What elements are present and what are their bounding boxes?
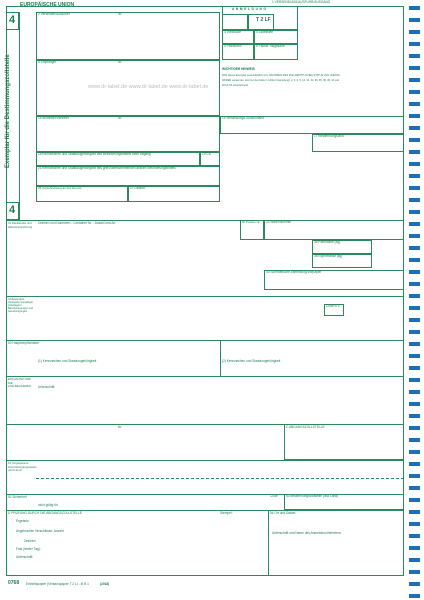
box-44-side-label: 44 Besondere Vermerke/ Vorgelegte Unterlagen/ Bescheinigungen und Genehmigungen	[8, 298, 33, 313]
margin-stripe	[409, 78, 420, 82]
box-40-label: 40 Summarische Anmeldung/Vorpapier	[266, 270, 322, 274]
box-18-label: 18 Kennzeichen und Staatszugehörigkeit des Beförderungsmittels beim Abgang	[38, 152, 151, 156]
copy-title-text: Exemplar für die Bestimmungszollstelle	[5, 54, 11, 168]
margin-stripe	[409, 354, 420, 358]
margin-stripe	[409, 402, 420, 406]
left-margin-line	[19, 12, 20, 220]
box-54-sig: Unterschrift und Name des Anmelders/Vertreters:	[272, 531, 342, 535]
box-35-label: 35 Rohmasse (kg)	[314, 240, 341, 244]
footer-text: Einheitspapier (Versandpapier T 2 L) - III B 1	[26, 582, 89, 586]
box-50-label: 50 Hauptverpflichteter	[8, 341, 40, 345]
box-d-marks: Zeichen:	[24, 539, 37, 543]
margin-stripe	[409, 558, 420, 562]
margin-stripe	[409, 210, 420, 214]
note-line-2: WAREN verwendet, sind nur die Felder 1 (dritte Unterteilung), 2, 3, 4, 5, 14, 31, 32, 33, 35, 38, 40, 44 und	[222, 79, 340, 82]
box-50-sig: Unterschrift:	[38, 385, 56, 389]
margin-stripe	[409, 510, 420, 514]
margin-stripe	[409, 114, 420, 118]
note-title: WICHTIGER HINWEIS	[222, 67, 255, 71]
box-c-label: C ABGANGSZOLLSTELLE	[286, 425, 325, 429]
row-50-divider	[220, 340, 221, 376]
anmeldung-label: A N M E L D U N G	[232, 7, 267, 11]
box-3-label: 3 Vordrucke	[224, 30, 242, 34]
box-38-label: 38 Eigenmasse (kg)	[314, 254, 343, 258]
box-19-label: 19 Ctr.	[202, 152, 212, 156]
margin-stripe	[409, 198, 420, 202]
row-50-top	[6, 340, 404, 341]
box-32-label: 32 Position Nr.	[242, 220, 261, 224]
side-ent-label: ENTHALTEN WIR DIE ZOLLBEHÖRDEN	[8, 377, 31, 389]
box-54-label: 54 Ort und Datum:	[270, 511, 297, 515]
note-line-3: 45 bis 54 entsprechend.	[222, 84, 249, 87]
margin-stripe	[409, 330, 420, 334]
margin-stripe	[409, 186, 420, 190]
box1-label: 1 VERSENDUNG/AUSFUHR/AUSGANG	[272, 0, 331, 4]
margin-stripe	[409, 150, 420, 154]
row-44-top	[6, 296, 404, 297]
row-c-nr: Nr.	[118, 425, 123, 429]
box-d-stamp: Stempel:	[220, 511, 233, 515]
box-6-label: 6 Packst. insgesamt	[256, 44, 285, 48]
box-52-notvalid: nicht gültig für	[38, 503, 58, 507]
margin-stripe	[409, 582, 420, 586]
margin-stripe	[409, 450, 420, 454]
margin-stripe	[409, 246, 420, 250]
box-52-label: 52 Sicherheit	[8, 495, 27, 499]
box-8-nr: Nr.	[118, 60, 123, 64]
box-44-code-label: Code B.V.	[326, 304, 341, 308]
copy-number-top: 4	[9, 14, 16, 26]
box-d-signature: Unterschrift:	[16, 555, 34, 559]
margin-stripe	[409, 54, 420, 58]
box-31-side-label: 31 Packstücke und Warenbezeichnung	[8, 221, 32, 229]
box-2[interactable]	[36, 12, 220, 60]
margin-stripe	[409, 222, 420, 226]
margin-stripe	[409, 318, 420, 322]
margin-stripe	[409, 306, 420, 310]
watermark: www.dr-label.de www.dr-label.de www.dr-label.de	[88, 84, 209, 90]
entry-1: (1) Kennzeichen und Staatszugehörigkeit	[38, 359, 97, 363]
margin-stripe	[409, 342, 420, 346]
margin-stripe	[409, 522, 420, 526]
margin-stripe	[409, 234, 420, 238]
margin-stripe	[409, 390, 420, 394]
margin-stripe	[409, 534, 420, 538]
union-title: EUROPÄISCHE UNION	[20, 2, 75, 8]
box-27-label: 27 Ladeort	[130, 186, 146, 190]
margin-stripe	[409, 126, 420, 130]
t2lf-code: T 2 LF	[256, 17, 271, 23]
box-d-result: Ergebnis:	[16, 519, 30, 523]
margin-stripe	[409, 378, 420, 382]
box-51-label: 51 Vorgesehene Grenzübergangsstellen (und Land)	[8, 461, 37, 473]
box-53-label: 53 Bestimmungszollstelle (und Land)	[286, 494, 339, 498]
box-5-label: 5 Positionen	[224, 44, 242, 48]
margin-stripe	[409, 462, 420, 466]
margin-stripe	[409, 138, 420, 142]
margin-stripe	[409, 258, 420, 262]
box-8-label: 8 Empfänger	[38, 60, 57, 64]
margin-stripe	[409, 498, 420, 502]
margin-stripe	[409, 6, 420, 10]
box-53-code: Code	[270, 494, 278, 498]
entry-2: (2) Kennzeichen und Staatszugehörigkeit	[222, 359, 281, 363]
copy-number-bottom: 4	[9, 204, 16, 216]
box-2-label: 2 Versender/Ausführer	[38, 12, 70, 16]
margin-stripe	[409, 486, 420, 490]
margin-stripe	[409, 438, 420, 442]
box-14-nr: Nr.	[118, 116, 123, 120]
box-33-label: 33 Warennummer	[266, 220, 292, 224]
box-14[interactable]	[36, 116, 220, 152]
box-15-label: 15 Versendungs-/Ausfuhrland	[222, 116, 264, 120]
row-51-dash	[36, 478, 404, 479]
box-21-label: 21 Kennzeichen und Staatszugehörigkeit des grenzüberschreitenden aktiven Beförderungsmittels	[38, 166, 176, 170]
margin-stripe	[409, 570, 420, 574]
margin-stripe	[409, 30, 420, 34]
margin-stripe	[409, 282, 420, 286]
box-25-label: 25 Verkehrszweig an der Grenze	[38, 186, 82, 190]
box-17-label: 17 Bestimmungsland	[314, 134, 344, 138]
box-d-label: D PRÜFUNG DURCH DIE ABGANGSZOLLSTELLE	[8, 511, 82, 515]
margin-stripe	[409, 174, 420, 178]
note-line-1: Wird dieses Exemplar ausschließlich zum NACHWEIS DES ZOLLRECHTLICHEN STATUS VON UNIONS-	[222, 74, 341, 77]
margin-stripe	[409, 270, 420, 274]
box-d-seals: Angebrachte Verschlüsse: Anzahl:	[16, 529, 65, 533]
row-ent-top	[6, 376, 404, 377]
margin-stripe	[409, 42, 420, 46]
margin-stripe	[409, 546, 420, 550]
row-54-divider	[268, 510, 269, 576]
margin-stripe	[409, 426, 420, 430]
box-14-label: 14 Anmelder/Vertreter	[38, 116, 70, 120]
margin-stripe	[409, 162, 420, 166]
box-31-header: Zeichen und Nummern - Container Nr. - Anzahl und Art	[38, 221, 116, 225]
margin-stripe	[409, 90, 420, 94]
margin-stripe	[409, 18, 420, 22]
margin-stripe	[409, 294, 420, 298]
margin-stripe	[409, 366, 420, 370]
box-1-a	[222, 14, 248, 30]
margin-stripe	[409, 102, 420, 106]
margin-stripe	[409, 594, 420, 598]
footer-code: 0768	[8, 580, 20, 586]
footer-year: (2018)	[100, 582, 110, 586]
box-d-deadline: Frist (letzter Tag):	[16, 547, 41, 551]
margin-stripe	[409, 66, 420, 70]
copy-title-vertical	[5, 8, 11, 168]
box-2-nr: Nr.	[118, 12, 123, 16]
box-4-label: 4 Ladelisten	[256, 30, 274, 34]
margin-stripe	[409, 414, 420, 418]
margin-stripe	[409, 474, 420, 478]
row-51-top	[6, 460, 404, 461]
